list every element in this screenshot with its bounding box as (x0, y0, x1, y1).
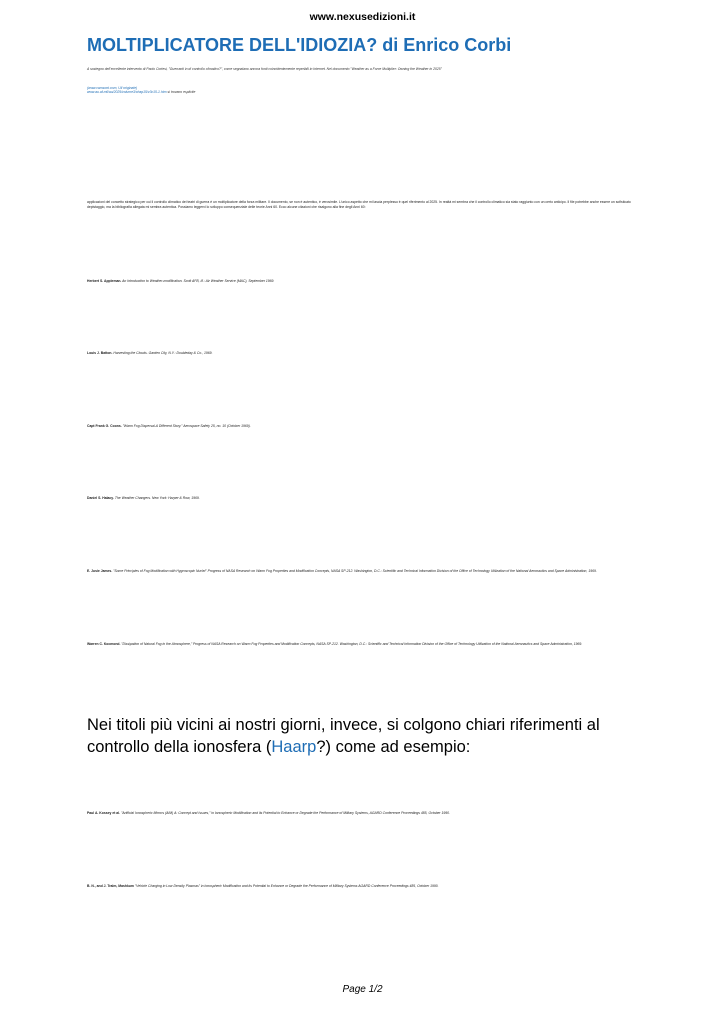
reference-author: Paul A. Kossey et al. (87, 811, 121, 815)
article-intro: A sostegno dell'eccellente intervento di Paolo Cortesi, "Guerranti in di controllo climatico?", come segnalano ancora fonti coincidentemente reperibili in Internet. Nel documento "Weather as a Force Multiplier: Owning the Weather in 2025" (87, 67, 442, 71)
reference-item (87, 351, 647, 355)
source-link-document[interactable]: www.au.af.mil/au/2025/volume3/chap15/v3c15-1.htm (87, 90, 167, 95)
reference-item (87, 811, 647, 815)
source-link-original[interactable]: (www.camsont.com, Ull originale) (87, 86, 138, 90)
article-paragraph: applicazioni del concetto strategico per cui il controllo climatico dei teatri di guerra è un moltiplicatore della forza militare. Il documento, se non è autentico, è verosimile. L'unico aspetto che mi lascia perplesso è quel riferimento al 2025. In realtà mi sembra che il controllo climatico sia stato raggiunto con un certo anticipo. Il file potrebbe anche essere un sofisticato depistaggio, ma la bibliografia allegata mi sembra autentica. Possiamo leggervi lo sviluppo consequenziale delle teorie Anni 60. Ecco alcune citazioni che risalgono alla fine degli Anni 60: (87, 200, 631, 209)
page-number: Page 1/2 (342, 984, 383, 995)
reference-text: Harvesting the Clouds. Garden City, N.Y.: Doubleday & Co., 1969. (112, 351, 213, 355)
source-links (87, 86, 387, 95)
reference-item (87, 496, 647, 500)
reference-author: Louis J. Batton. (87, 351, 113, 355)
reference-author: B. N., and J. Tralm, Mashkum (87, 884, 134, 888)
site-url: www.nexusedizioni.it (309, 11, 416, 23)
reference-author: E. Jusie James. (87, 569, 113, 573)
reference-author: Daniel S. Halacy. (87, 496, 114, 500)
source-link-tail: si trovano esplicite (166, 90, 196, 95)
reference-text: "Some Principles of Fog Modification with Hygroscopic Nuclei" Progress of NASA Research on Warm Fog Properties and Modification Concepts, NASA SP-212. Washington, D.C.: Scientific and Technical Information Division of the Office of Technology Utilization of the National Aeronautics and Space Administration, 1969. (112, 569, 597, 573)
large-paragraph-text-end: ?) come ad esempio: (316, 738, 471, 756)
reference-author: Capt Frank G. Coons. (87, 424, 122, 428)
reference-item (87, 279, 647, 283)
large-paragraph (87, 714, 647, 758)
reference-text: "Artificial Ionospheric Mirrors (AIM) A: Concept and Issues," in Ionospheric Modification and its Potential to Enhance or Degrade the Performance of Military Systems, AGARD Conference Proceedings 485, October 1990. (120, 811, 450, 815)
article-title: MOLTIPLICATORE DELL'IDIOZIA? di Enrico Corbi (87, 35, 512, 55)
reference-text: "Vehicle Charging in Low Density Plasmas" in Ionospheric Modification and its Potential to Enhance or Degrade the Performance of Military Systems AGARD Conference Proceedings 485, October 1990. (133, 884, 439, 888)
haarp-link[interactable]: Haarp (271, 738, 317, 756)
reference-text: The Weather Changers. New York: Harper & Row, 1969. (113, 496, 200, 500)
reference-item (87, 642, 647, 646)
reference-text: An Introduction to Weather-modification. Scott AFB, Ill.: Air Weather Service (MAC), September 1969. (121, 279, 275, 283)
reference-author: Herbert S. Appleman. (87, 279, 122, 283)
reference-item (87, 569, 647, 573)
large-paragraph-text: Nei titoli più vicini ai nostri giorni, invece, si colgono chiari riferimenti al controllo della ionosfera ( (87, 716, 600, 756)
reference-text: "Warm Fog Dispersal-A Different Story." Aerospace Safety 25, no. 10 (October 1969). (121, 424, 251, 428)
reference-item (87, 424, 647, 428)
reference-item (87, 884, 647, 888)
reference-text: "Dissipation of Natural Fog in the Atmosphere," Progress of NASA Research on Warm Fog Properties and Modification Concepts, NASA SP-212. Washington, D.C.: Scientific and Technical Information Division of the Office of Technology Utilization of the National Aeronautics and Space Administration, 1969. (120, 642, 583, 646)
reference-author: Warren C. Kocmond. (87, 642, 121, 646)
